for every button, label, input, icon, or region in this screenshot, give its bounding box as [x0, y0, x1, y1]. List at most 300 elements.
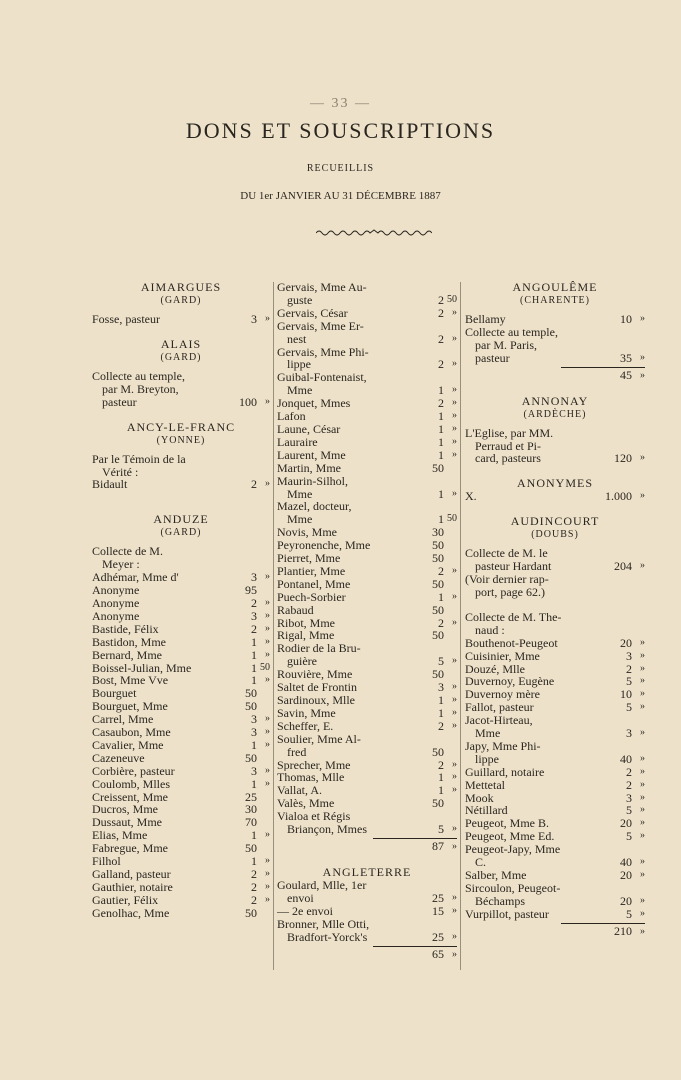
entry-name: Goulard, Mlle, 1er — [277, 878, 367, 892]
entry-name: Rodier de la Bru- — [277, 642, 361, 656]
entry-name: pasteur — [475, 351, 510, 365]
entry-name: Galland, pasteur — [92, 868, 171, 881]
total-label — [373, 947, 414, 962]
entry-name: Duvernoy, Eugène — [465, 675, 555, 689]
entry-name: Vallat, A. — [277, 784, 322, 798]
entry-row — [92, 894, 270, 907]
entry-row — [465, 560, 645, 573]
entry-row — [465, 882, 645, 895]
entry-row — [92, 623, 270, 636]
section-department: (GARD) — [160, 527, 202, 539]
entry-row — [92, 383, 270, 396]
entry-cents — [444, 552, 457, 565]
entry-amount: 1 — [438, 383, 444, 398]
entry-cents: » — [265, 395, 270, 407]
section-heading: ANDUZE — [153, 512, 209, 527]
entry-amount: 204 — [614, 559, 632, 574]
entry-name: C. — [475, 856, 487, 869]
entry-amount: 1 — [251, 854, 257, 869]
entry-amount: 3 — [626, 790, 632, 805]
entry-row — [277, 810, 457, 823]
entry-name: port, page 62.) — [475, 585, 545, 599]
entry-row — [92, 868, 270, 881]
entry-row — [92, 907, 270, 920]
entry-name: Adhémar, Mme d' — [92, 571, 179, 585]
entry-cents: » — [265, 868, 270, 879]
entry-name: Guibal-Fontenaist, — [277, 371, 367, 385]
entry-amount: 50 — [432, 744, 444, 759]
entry-row — [465, 611, 645, 624]
entry-amount: 100 — [239, 394, 257, 409]
entry-name: Casaubon, Mme — [92, 726, 171, 739]
entry-cents: » — [640, 894, 645, 906]
entry-cents — [257, 803, 270, 816]
entry-name: Bronner, Mlle Otti, — [277, 917, 370, 931]
entry-row — [465, 766, 645, 779]
entry-amount: 2 — [251, 879, 257, 894]
entry-name: Collecte de M. — [92, 545, 163, 559]
entry-cents: » — [265, 855, 270, 867]
entry-cents: » — [640, 778, 645, 790]
entry-amount: 10 — [620, 687, 632, 702]
entry-amount: 1 — [438, 589, 444, 604]
entry-cents — [257, 816, 270, 829]
entry-row — [465, 779, 645, 792]
entry-row — [465, 843, 645, 856]
entry-cents: » — [265, 674, 270, 686]
entry-row — [465, 352, 645, 365]
entry-row — [277, 410, 457, 423]
entry-name: Gervais, César — [277, 306, 348, 320]
entry-amount: 3 — [251, 312, 257, 326]
entry-amount: 95 — [245, 583, 257, 598]
total-cents: » — [640, 925, 645, 937]
entry-row — [92, 396, 270, 409]
entry-name: Peugeot, Mme Ed. — [465, 830, 555, 844]
total-label — [561, 368, 602, 383]
entry-cents: » — [452, 784, 457, 796]
entry-name: Rouvière, Mme — [277, 668, 353, 682]
entry-row — [277, 784, 457, 797]
entry-row — [277, 642, 457, 655]
entry-row — [92, 803, 270, 816]
subtitle: RECUEILLIS — [306, 163, 375, 174]
entry-row — [277, 358, 457, 371]
entry-row — [92, 700, 270, 713]
entry-row — [277, 655, 457, 668]
entry-amount: 15 — [432, 903, 444, 918]
section-heading: ANGLETERRE — [322, 864, 412, 879]
entry-row — [92, 687, 270, 700]
entry-row — [92, 739, 270, 752]
entry-name: pasteur Hardant — [475, 560, 552, 574]
entry-name: Maurin-Silhol, — [277, 474, 348, 488]
column-divider-right — [460, 282, 461, 970]
entry-cents: » — [452, 694, 457, 705]
entry-cents: » — [265, 609, 270, 621]
entry-cents: » — [640, 727, 645, 739]
entry-amount: 5 — [438, 822, 444, 837]
entry-cents: » — [452, 306, 457, 318]
entry-cents: » — [640, 907, 645, 919]
section-department: (YONNE) — [156, 434, 206, 446]
page-title: DONS ET SOUSCRIPTIONS — [185, 118, 496, 143]
entry-name: Laurent, Mme — [277, 448, 346, 462]
entry-cents: » — [640, 452, 645, 464]
total-amount: 45 — [620, 367, 632, 382]
spacer — [465, 599, 645, 611]
entry-amount: 50 — [245, 905, 257, 920]
entry-name: Cavalier, Mme — [92, 738, 164, 752]
column-divider-left — [273, 282, 274, 970]
entry-cents: 50 — [260, 661, 270, 673]
entry-name: Mme — [287, 384, 313, 398]
entry-amount: 2 — [438, 292, 444, 307]
entry-name: Vurpillot, pasteur — [465, 907, 549, 921]
entry-row — [92, 842, 270, 855]
entry-cents — [444, 629, 457, 642]
total-cents: » — [640, 369, 645, 381]
entry-cents — [444, 462, 457, 475]
entry-name: Fosse, pasteur — [92, 313, 160, 326]
entry-row — [277, 384, 457, 397]
entry-name: naud : — [475, 623, 505, 637]
entry-row — [92, 649, 270, 662]
entry-name: par M. Paris, — [475, 338, 537, 352]
entry-cents: » — [452, 422, 457, 434]
entry-row — [277, 918, 457, 931]
entry-amount: 2 — [251, 621, 257, 636]
entry-cents: » — [265, 648, 270, 660]
entry-amount: 50 — [432, 576, 444, 591]
entry-amount: 1 — [438, 434, 444, 449]
entry-name: Laune, César — [277, 422, 341, 436]
section-department: (DOUBS) — [531, 529, 579, 541]
entry-amount: 5 — [626, 829, 632, 844]
entry-name: Genolhac, Mme — [92, 906, 170, 920]
entry-cents: » — [640, 791, 645, 803]
entry-amount: 1 — [438, 770, 444, 785]
entry-row — [92, 713, 270, 726]
entry-row — [277, 879, 457, 892]
entry-row — [277, 707, 457, 720]
entry-name: Gervais, Mme Phi- — [277, 345, 369, 359]
entry-cents: » — [265, 571, 270, 583]
entry-row — [277, 694, 457, 707]
entry-name: Peugeot, Mme B. — [465, 817, 549, 831]
section-heading: ALAIS — [160, 336, 202, 351]
entry-name: Gauthier, notaire — [92, 880, 173, 894]
entry-name: Creissent, Mme — [92, 790, 168, 804]
entry-cents — [444, 604, 457, 617]
entry-name: Sardinoux, Mlle — [277, 694, 355, 707]
entry-amount: 1 — [251, 647, 257, 662]
entry-amount: 1 — [251, 776, 257, 791]
entry-amount: 2 — [251, 892, 257, 907]
entry-name: Novis, Mme — [277, 526, 337, 540]
entry-name: lippe — [475, 752, 499, 766]
entry-cents: » — [452, 706, 457, 718]
total-label — [561, 924, 602, 939]
entry-name: Collecte au temple, — [465, 325, 558, 339]
entry-name: Douzé, Mlle — [465, 662, 525, 676]
entry-row — [465, 895, 645, 908]
entry-row — [92, 816, 270, 829]
entry-amount: 30 — [245, 802, 257, 817]
entry-name: Nétillard — [465, 804, 508, 818]
entry-cents: » — [452, 719, 457, 731]
entry-row — [92, 752, 270, 765]
entry-cents: » — [640, 765, 645, 777]
entry-name: Bellamy — [465, 313, 506, 326]
entry-amount: 1 — [438, 409, 444, 424]
entry-row — [92, 558, 270, 571]
total-row — [373, 946, 457, 962]
entry-cents: » — [452, 891, 457, 903]
entry-amount: 50 — [432, 602, 444, 617]
entry-amount: 1 — [438, 512, 444, 527]
section-heading: AUDINCOURT — [510, 514, 600, 529]
entry-name: Savin, Mme — [277, 706, 336, 720]
entry-row — [465, 908, 645, 921]
entry-name: Puech-Sorbier — [277, 590, 346, 604]
entry-cents: » — [265, 596, 270, 608]
section-heading: ANNONAY — [521, 393, 589, 408]
entry-amount: 2 — [251, 867, 257, 881]
entry-row — [465, 326, 645, 339]
entry-row — [465, 452, 645, 465]
entry-name: Bidault — [92, 478, 128, 492]
entry-name: Fabregue, Mme — [92, 842, 168, 856]
entry-amount: 1 — [251, 828, 257, 843]
entry-amount: 1 — [251, 673, 257, 688]
entry-name: Mme — [475, 727, 501, 740]
entry-name: Collecte de M. The- — [465, 610, 562, 624]
entry-cents — [444, 539, 457, 552]
total-amount: 87 — [432, 838, 444, 853]
entry-name: Bastide, Félix — [92, 622, 159, 636]
entry-amount: 25 — [432, 929, 444, 944]
entry-name: Cuisinier, Mme — [465, 649, 540, 663]
entry-row — [277, 892, 457, 905]
entry-row — [465, 714, 645, 727]
entry-amount: 50 — [432, 796, 444, 811]
entry-name: nest — [287, 332, 307, 346]
entry-row — [92, 778, 270, 791]
entry-name: Mme — [287, 487, 313, 501]
spacer — [465, 383, 645, 395]
entry-row — [277, 720, 457, 733]
entry-row — [277, 436, 457, 449]
entry-amount: 50 — [245, 699, 257, 714]
entry-row — [277, 449, 457, 462]
entry-cents: » — [265, 880, 270, 892]
entry-cents: » — [452, 397, 457, 409]
entry-cents — [444, 526, 457, 539]
entry-row — [465, 817, 645, 830]
entry-row — [465, 804, 645, 817]
entry-name: Bourguet, Mme — [92, 700, 168, 714]
entry-amount: 20 — [620, 868, 632, 882]
entry-row — [92, 636, 270, 649]
entry-name: Boissel-Julian, Mme — [92, 661, 192, 675]
entry-name: Anonyme — [92, 596, 140, 610]
entry-name: lippe — [287, 358, 311, 372]
entry-amount: 35 — [620, 350, 632, 365]
total-row — [561, 923, 645, 939]
entry-name: envoi — [287, 891, 314, 905]
entry-amount: 50 — [245, 686, 257, 701]
entry-amount: 3 — [251, 608, 257, 623]
entry-name: Fallot, pasteur — [465, 701, 534, 715]
total-row — [373, 838, 457, 854]
entry-row — [277, 591, 457, 604]
entry-row — [277, 462, 457, 475]
entry-row — [277, 759, 457, 772]
entry-row — [92, 545, 270, 558]
entry-name: Valès, Mme — [277, 797, 335, 811]
entry-row — [277, 307, 457, 320]
entry-name: Vialoa et Régis — [277, 810, 351, 824]
total-amount: 210 — [614, 923, 632, 938]
total-cents: » — [452, 948, 457, 960]
entry-cents: 50 — [447, 293, 457, 305]
entry-name: par M. Breyton, — [102, 382, 179, 396]
entry-name: Béchamps — [475, 894, 525, 908]
entry-name: fred — [287, 745, 307, 759]
section-department: (GARD) — [160, 295, 202, 306]
entry-cents — [444, 797, 457, 810]
entry-cents: » — [640, 560, 645, 572]
entry-row — [277, 733, 457, 746]
entry-name: Saltet de Frontin — [277, 681, 357, 694]
entry-row — [277, 578, 457, 591]
entry-name: — 2e envoi — [277, 904, 333, 918]
entry-cents: » — [640, 688, 645, 700]
entry-amount: 2 — [251, 477, 257, 492]
entry-row — [92, 674, 270, 687]
section-heading: ANGOULÊME — [512, 280, 598, 294]
entry-row — [277, 294, 457, 307]
entry-row — [465, 663, 645, 676]
entry-amount: 5 — [438, 654, 444, 669]
entry-amount: 2 — [438, 718, 444, 733]
entry-row — [465, 624, 645, 637]
entry-row — [465, 637, 645, 650]
entry-cents: » — [265, 313, 270, 324]
entry-row — [277, 552, 457, 565]
entry-cents: » — [640, 817, 645, 829]
entry-cents: » — [452, 564, 457, 576]
entry-name: Mazel, docteur, — [277, 500, 352, 514]
entry-name: L'Eglise, par MM. — [465, 426, 554, 440]
entry-name: Thomas, Mlle — [277, 771, 345, 785]
entry-name: Briançon, Mmes — [287, 823, 367, 836]
entry-amount: 30 — [432, 525, 444, 540]
entry-row — [92, 610, 270, 623]
entry-cents: » — [640, 701, 645, 713]
entry-name: card, pasteurs — [475, 452, 541, 466]
entry-row — [465, 740, 645, 753]
entry-row — [465, 688, 645, 701]
column-1 — [92, 281, 270, 920]
entry-amount: 3 — [438, 680, 444, 695]
entry-amount: 2 — [626, 661, 632, 676]
entry-cents: » — [452, 435, 457, 447]
spacer — [92, 409, 270, 421]
entry-name: X. — [465, 490, 477, 504]
entry-cents: » — [640, 752, 645, 764]
entry-row — [92, 855, 270, 868]
entry-amount: 1 — [438, 783, 444, 798]
section-heading: AIMARGUES — [140, 280, 222, 294]
entry-cents: » — [452, 332, 457, 344]
entry-name: Soulier, Mme Al- — [277, 732, 361, 746]
entry-name: Vérité : — [102, 465, 139, 479]
entry-cents: » — [452, 904, 457, 916]
entry-amount: 1 — [438, 421, 444, 436]
entry-cents: » — [452, 823, 457, 835]
entry-amount: 3 — [251, 712, 257, 727]
entry-amount: 5 — [626, 906, 632, 921]
entry-cents: » — [640, 636, 645, 648]
entry-row — [277, 500, 457, 513]
entry-name: Peugeot-Japy, Mme — [465, 843, 561, 857]
section-department: (ARDÈCHE) — [523, 408, 587, 420]
entry-row — [92, 466, 270, 479]
entry-amount: 3 — [251, 763, 257, 778]
entry-cents — [444, 746, 457, 759]
entry-cents: » — [640, 662, 645, 674]
entry-cents — [257, 687, 270, 700]
entry-name: Meyer : — [102, 558, 140, 572]
entry-cents: » — [265, 738, 270, 750]
total-label — [373, 839, 414, 854]
entry-amount: 40 — [620, 855, 632, 870]
entry-amount: 2 — [438, 305, 444, 320]
entry-cents — [257, 700, 270, 713]
entry-name: Ribot, Mme — [277, 616, 336, 630]
entry-cents: » — [265, 764, 270, 776]
entry-row — [465, 701, 645, 714]
entry-amount: 2 — [438, 563, 444, 578]
entry-row — [92, 829, 270, 842]
entry-cents: » — [265, 478, 270, 490]
entry-amount: 2 — [626, 777, 632, 792]
entry-amount: 50 — [432, 667, 444, 682]
entry-cents: » — [640, 675, 645, 687]
entry-cents: » — [452, 681, 457, 693]
entry-cents — [257, 791, 270, 804]
entry-row — [92, 370, 270, 383]
entry-name: Pontanel, Mme — [277, 577, 351, 591]
entry-cents: 50 — [447, 513, 457, 525]
entry-cents — [257, 752, 270, 765]
entry-row — [465, 586, 645, 599]
entry-name: Gautier, Félix — [92, 893, 159, 907]
entry-name: Anonyme — [92, 609, 140, 623]
entry-cents: » — [452, 771, 457, 783]
entry-cents: » — [640, 804, 645, 816]
entry-name: Carrel, Mme — [92, 713, 154, 727]
entry-name: Lafon — [277, 410, 306, 423]
entry-row — [277, 475, 457, 488]
entry-row — [277, 320, 457, 333]
entry-row — [277, 371, 457, 384]
total-amount: 65 — [432, 946, 444, 961]
entry-cents: » — [452, 590, 457, 602]
page-number: — 33 — — [310, 96, 371, 111]
